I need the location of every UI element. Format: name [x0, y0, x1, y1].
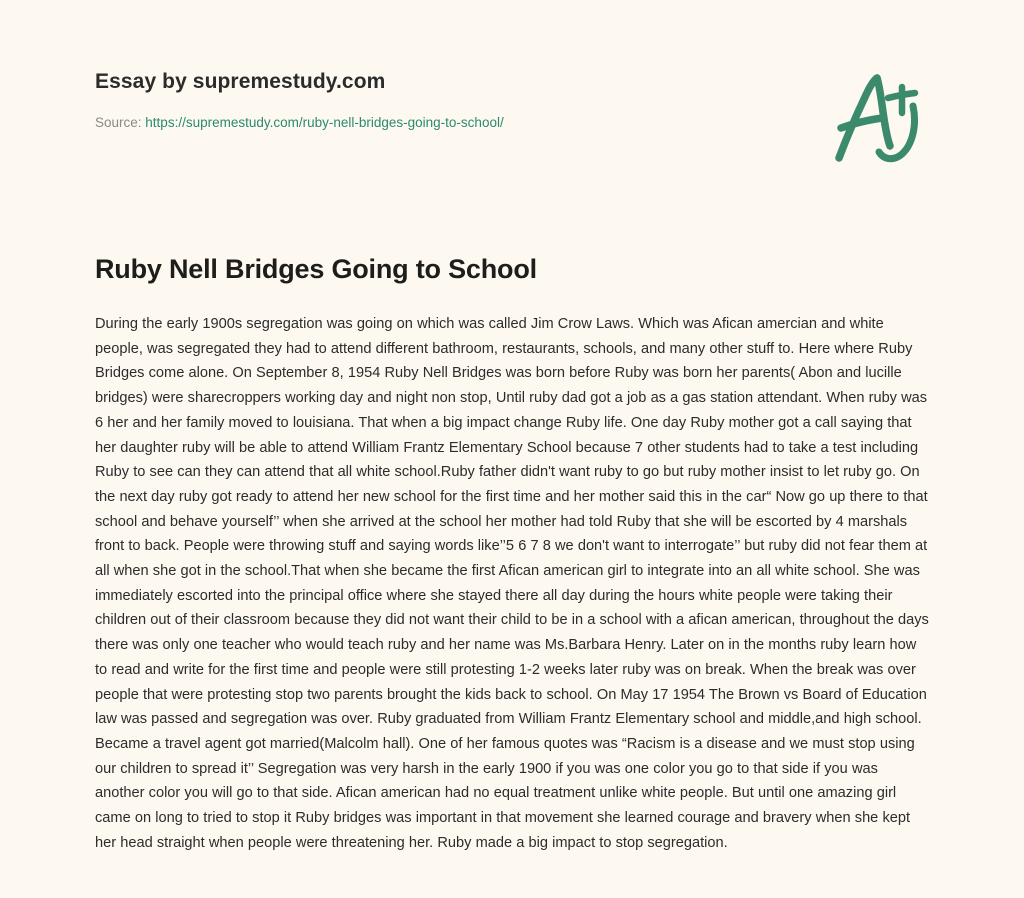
a-plus-logo-svg [818, 62, 930, 174]
a-plus-logo-icon [818, 62, 930, 174]
page-header [95, 68, 935, 178]
page-title: Ruby Nell Bridges Going to School [95, 254, 537, 284]
source-link[interactable]: https://supremestudy.com/ruby-nell-bridges-going-to-school/ [145, 115, 504, 130]
source-label: Source: [95, 115, 142, 130]
essay-paragraph: During the early 1900s segregation was going on which was called Jim Crow Laws. Which was Afican amercian and white people, was segregated they had to attend different bathroom, restaurants, schools, and many other stuff to. Here where Ruby Bridges come alone. On September 8, 1954 Ruby Nell Bridges was born before Ruby was born her parents( Abon and lucille bridges) were sharecroppers working day and night non stop, Until ruby dad got a job as a gas station attendant. When ruby was 6 her and her family moved to louisiana. That when a big impact change Ruby life. One day Ruby mother got a call saying that her daughter ruby will be able to attend William Frantz Elementary School because 7 other students had to take a test including Ruby to see can they can attend that all white school.Ruby father didn't want ruby to go but ruby mother insist to let ruby go. On the next day ruby got ready to attend her new school for the first time and her mother said this in the car“ Now go up there to that school and behave yourself’’ when she arrived at the school her mother had told Ruby that she will be escorted by 4 marshals front to back. People were throwing stuff and saying words like’’5 6 7 8 we don't want to interrogate’’ but ruby did not fear them at all when she got in the school.That when she became the first Afican american girl to integrate into an all white school. She was immediately escorted into the principal office where she stayed there all day during the hours white people were taking their children out of their classroom because they did not want their child to be in a school with a afican american, throughout the days there was only one teacher who would teach ruby and her name was Ms.Barbara Henry. Later on in the months ruby learn how to read and write for the first time and people were still protesting 1-2 weeks later ruby was on break. When the break was over people that were protesting stop two parents brought the kids back to school. On May 17 1954 The Brown vs Board of Education law was passed and segregation was over. Ruby graduated from William Frantz Elementary school and middle,and high school. Became a travel agent got married(Malcolm hall). One of her famous quotes was “Racism is a disease and we must stop using our children to spread it’’ Segregation was very harsh in the early 1900 if you was one color you go to that side if you was another color you will go to that side. Afican american had no equal treatment unlike white people. But until one amazing girl came on long to tried to stop it Ruby bridges was important in that movement she learned courage and bravery when she kept her head straight when people were threatening her. Ruby made a big impact to stop segregation. [95, 316, 929, 851]
essay-body [95, 312, 931, 855]
brand-title: Essay by supremestudy.com [95, 70, 386, 93]
source-line [95, 113, 935, 132]
